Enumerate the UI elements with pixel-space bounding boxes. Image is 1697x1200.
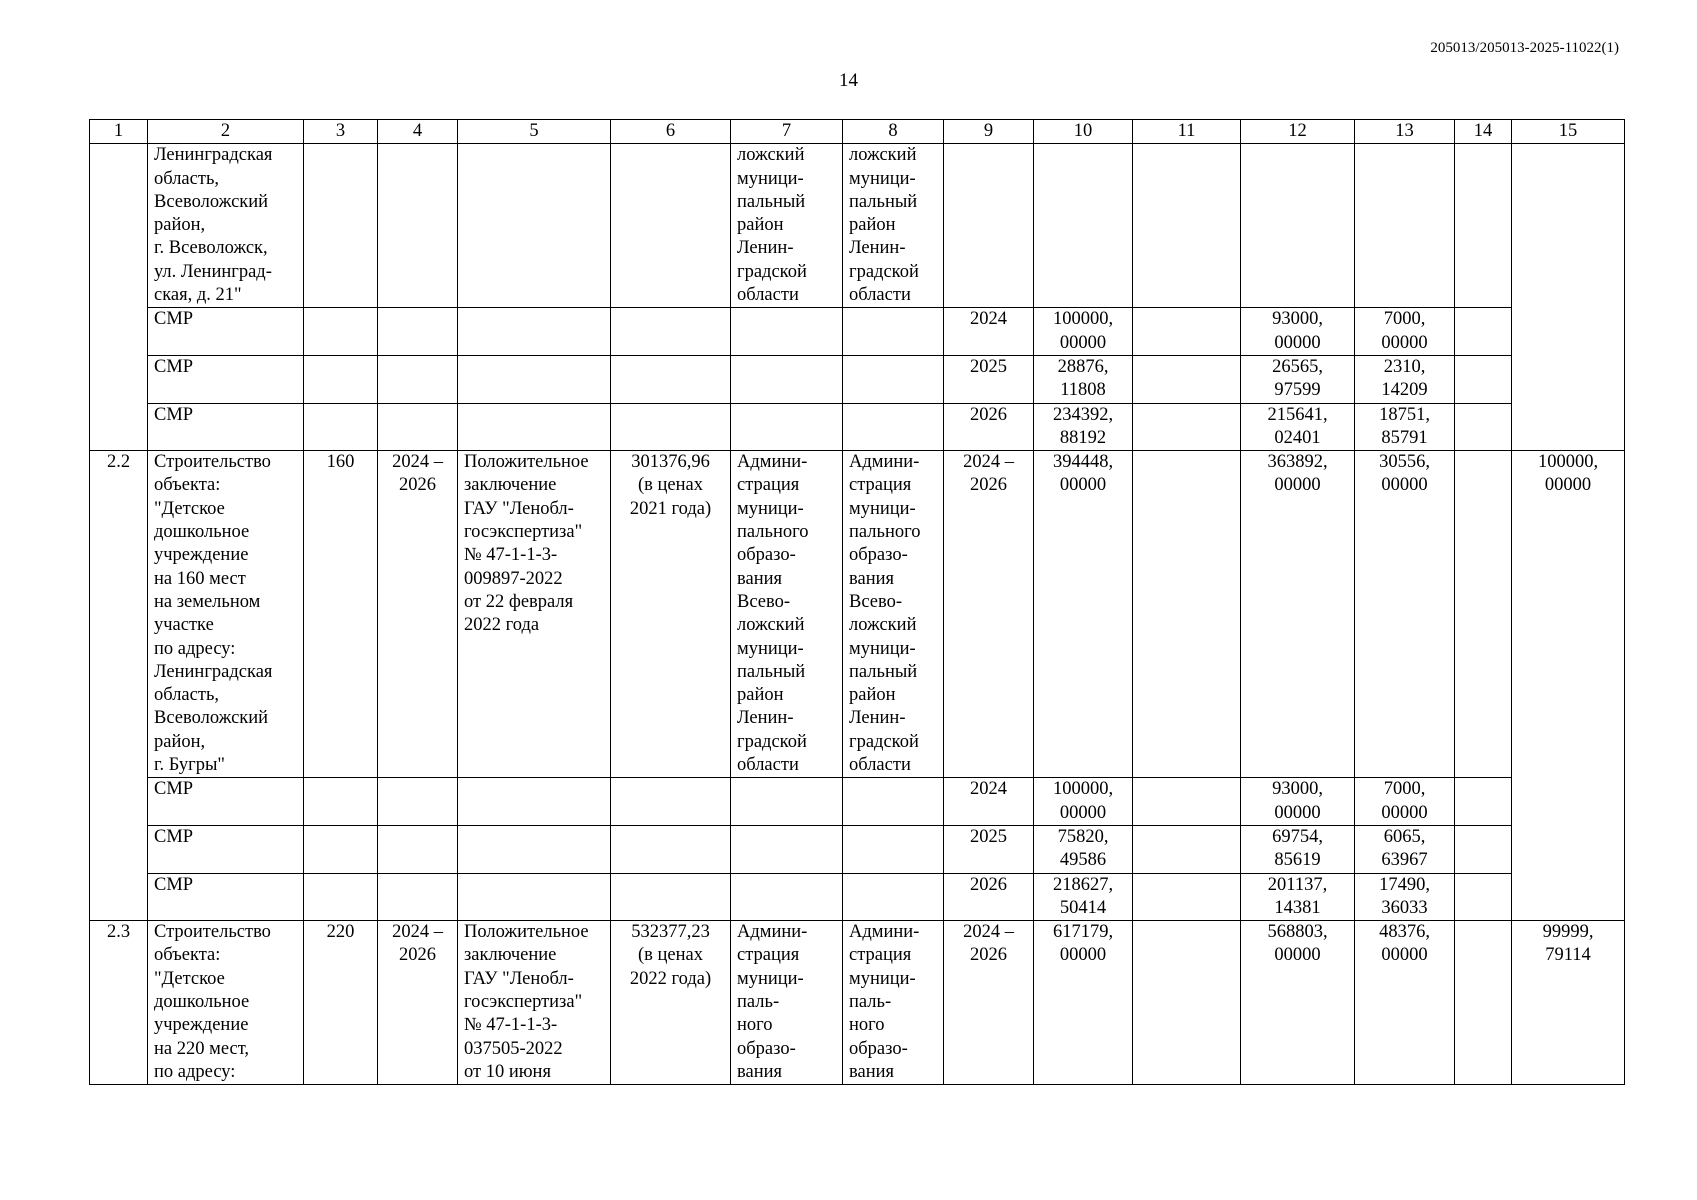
table-row — [90, 873, 1625, 921]
empty-cell — [304, 403, 378, 451]
year-cell: 2025 — [944, 825, 1034, 873]
document-id: 205013/205013-2025-11022(1) — [1430, 40, 1619, 56]
column-header: 11 — [1133, 120, 1241, 144]
table-row — [90, 451, 1625, 778]
total-cell: 394448, 00000 — [1034, 451, 1133, 778]
object-name-cell: Строительство объекта: "Детское дошкольное учреждение на 220 мест, по адресу: — [148, 921, 304, 1085]
local-budget-cell: 7000, 00000 — [1355, 308, 1455, 356]
work-type-cell: СМР — [148, 403, 304, 451]
value-cell — [1455, 403, 1512, 451]
empty-cell — [843, 403, 944, 451]
regional-budget-cell: 93000, 00000 — [1241, 308, 1355, 356]
table-row — [90, 355, 1625, 403]
value-cell — [1455, 825, 1512, 873]
total-cell: 28876, 11808 — [1034, 355, 1133, 403]
object-name-cell: Ленинградская область, Всеволожский район, г. Всеволожск, ул. Ленинград- ская, д. 21" — [148, 144, 304, 308]
page-number: 14 — [839, 70, 858, 91]
value-cell — [1133, 308, 1241, 356]
empty-cell — [843, 355, 944, 403]
regional-budget-cell: 93000, 00000 — [1241, 778, 1355, 826]
developer-cell: Админи- страция муници- паль- ного образо- вания — [843, 921, 944, 1085]
empty-cell — [611, 825, 731, 873]
cost-cell — [611, 144, 731, 308]
empty-cell — [378, 873, 458, 921]
regional-budget-cell: 363892, 00000 — [1241, 451, 1355, 778]
year-cell: 2024 — [944, 308, 1034, 356]
value-cell — [1512, 144, 1625, 451]
customer-cell: Админи- страция муници- пального образо- вания Всево- ложский муници- пальный район Ленин- градской области — [731, 451, 843, 778]
empty-cell — [458, 873, 611, 921]
column-header: 1 — [90, 120, 148, 144]
regional-budget-cell: 201137, 14381 — [1241, 873, 1355, 921]
work-type-cell: СМР — [148, 825, 304, 873]
local-budget-cell — [1355, 144, 1455, 308]
empty-cell — [458, 308, 611, 356]
value-cell — [1133, 355, 1241, 403]
period-cell — [378, 144, 458, 308]
column-header: 9 — [944, 120, 1034, 144]
regional-budget-cell: 568803, 00000 — [1241, 921, 1355, 1085]
empty-cell — [378, 355, 458, 403]
developer-cell: Админи- страция муници- пального образо- вания Всево- ложский муници- пальный район Ленин- градской области — [843, 451, 944, 778]
total-cell: 100000, 00000 — [1034, 778, 1133, 826]
table-row — [90, 825, 1625, 873]
value-cell — [1455, 355, 1512, 403]
value-cell — [1455, 778, 1512, 826]
value-cell: 99999, 79114 — [1512, 921, 1625, 1085]
value-cell — [1455, 308, 1512, 356]
local-budget-cell: 2310, 14209 — [1355, 355, 1455, 403]
value-cell — [1133, 144, 1241, 308]
table-row — [90, 144, 1625, 308]
value-cell — [1455, 873, 1512, 921]
empty-cell — [304, 355, 378, 403]
value-cell — [1133, 921, 1241, 1085]
capacity-cell: 220 — [304, 921, 378, 1085]
empty-cell — [304, 825, 378, 873]
row-number-cell: 2.2 — [90, 451, 148, 921]
empty-cell — [458, 355, 611, 403]
empty-cell — [731, 873, 843, 921]
empty-cell — [378, 308, 458, 356]
total-cell: 617179, 00000 — [1034, 921, 1133, 1085]
capacity-cell: 160 — [304, 451, 378, 778]
customer-cell: Админи- страция муници- паль- ного образо- вания — [731, 921, 843, 1085]
local-budget-cell: 17490, 36033 — [1355, 873, 1455, 921]
column-header: 2 — [148, 120, 304, 144]
column-header: 3 — [304, 120, 378, 144]
empty-cell — [611, 778, 731, 826]
data-table — [89, 119, 1625, 1085]
local-budget-cell: 18751, 85791 — [1355, 403, 1455, 451]
regional-budget-cell: 215641, 02401 — [1241, 403, 1355, 451]
table-row — [90, 308, 1625, 356]
regional-budget-cell: 69754, 85619 — [1241, 825, 1355, 873]
cost-cell: 532377,23 (в ценах 2022 года) — [611, 921, 731, 1085]
column-header: 10 — [1034, 120, 1133, 144]
empty-cell — [378, 825, 458, 873]
total-cell: 75820, 49586 — [1034, 825, 1133, 873]
column-header: 15 — [1512, 120, 1625, 144]
total-cell: 100000, 00000 — [1034, 308, 1133, 356]
empty-cell — [458, 825, 611, 873]
value-cell — [1133, 778, 1241, 826]
cost-cell: 301376,96 (в ценах 2021 года) — [611, 451, 731, 778]
period-cell: 2024 – 2026 — [378, 451, 458, 778]
empty-cell — [731, 403, 843, 451]
capacity-cell — [304, 144, 378, 308]
year-cell: 2024 – 2026 — [944, 921, 1034, 1085]
work-type-cell: СМР — [148, 778, 304, 826]
empty-cell — [843, 873, 944, 921]
value-cell: 100000, 00000 — [1512, 451, 1625, 921]
empty-cell — [304, 873, 378, 921]
period-cell: 2024 – 2026 — [378, 921, 458, 1085]
column-header: 7 — [731, 120, 843, 144]
empty-cell — [731, 825, 843, 873]
column-header: 12 — [1241, 120, 1355, 144]
column-header: 13 — [1355, 120, 1455, 144]
value-cell — [1133, 403, 1241, 451]
object-name-cell: Строительство объекта: "Детское дошкольное учреждение на 160 мест на земельном участке по адресу: Ленинградская область, Всеволожский район, г. Бугры" — [148, 451, 304, 778]
value-cell — [1133, 873, 1241, 921]
empty-cell — [611, 355, 731, 403]
total-cell: 234392, 88192 — [1034, 403, 1133, 451]
customer-cell: ложский муници- пальный район Ленин- градской области — [731, 144, 843, 308]
empty-cell — [611, 403, 731, 451]
table-row — [90, 778, 1625, 826]
empty-cell — [843, 308, 944, 356]
work-type-cell: СМР — [148, 308, 304, 356]
empty-cell — [304, 778, 378, 826]
year-cell: 2026 — [944, 873, 1034, 921]
regional-budget-cell — [1241, 144, 1355, 308]
table-header-row — [90, 120, 1625, 144]
row-number-cell: 2.3 — [90, 921, 148, 1085]
empty-cell — [378, 403, 458, 451]
table-row — [90, 921, 1625, 1085]
empty-cell — [731, 778, 843, 826]
value-cell — [1133, 451, 1241, 778]
empty-cell — [731, 308, 843, 356]
empty-cell — [458, 403, 611, 451]
year-cell: 2024 — [944, 778, 1034, 826]
empty-cell — [458, 778, 611, 826]
empty-cell — [843, 778, 944, 826]
developer-cell: ложский муници- пальный район Ленин- градской области — [843, 144, 944, 308]
column-header: 14 — [1455, 120, 1512, 144]
total-cell: 218627, 50414 — [1034, 873, 1133, 921]
local-budget-cell: 6065, 63967 — [1355, 825, 1455, 873]
expertise-cell: Положительное заключение ГАУ "Ленобл- госэкспертиза" № 47-1-1-3- 009897-2022 от 22 февраля 2022 года — [458, 451, 611, 778]
work-type-cell: СМР — [148, 355, 304, 403]
expertise-cell: Положительное заключение ГАУ "Ленобл- госэкспертиза" № 47-1-1-3- 037505-2022 от 10 июня — [458, 921, 611, 1085]
column-header: 4 — [378, 120, 458, 144]
column-header: 8 — [843, 120, 944, 144]
year-cell: 2024 – 2026 — [944, 451, 1034, 778]
value-cell — [1455, 921, 1512, 1085]
year-cell: 2025 — [944, 355, 1034, 403]
value-cell — [1455, 451, 1512, 778]
regional-budget-cell: 26565, 97599 — [1241, 355, 1355, 403]
local-budget-cell: 48376, 00000 — [1355, 921, 1455, 1085]
value-cell — [1455, 144, 1512, 308]
work-type-cell: СМР — [148, 873, 304, 921]
expertise-cell — [458, 144, 611, 308]
local-budget-cell: 30556, 00000 — [1355, 451, 1455, 778]
row-number-cell — [90, 144, 148, 451]
total-cell — [1034, 144, 1133, 308]
column-header: 6 — [611, 120, 731, 144]
empty-cell — [378, 778, 458, 826]
year-cell — [944, 144, 1034, 308]
table-row — [90, 403, 1625, 451]
empty-cell — [611, 308, 731, 356]
local-budget-cell: 7000, 00000 — [1355, 778, 1455, 826]
value-cell — [1133, 825, 1241, 873]
empty-cell — [843, 825, 944, 873]
empty-cell — [611, 873, 731, 921]
empty-cell — [304, 308, 378, 356]
empty-cell — [731, 355, 843, 403]
year-cell: 2026 — [944, 403, 1034, 451]
column-header: 5 — [458, 120, 611, 144]
